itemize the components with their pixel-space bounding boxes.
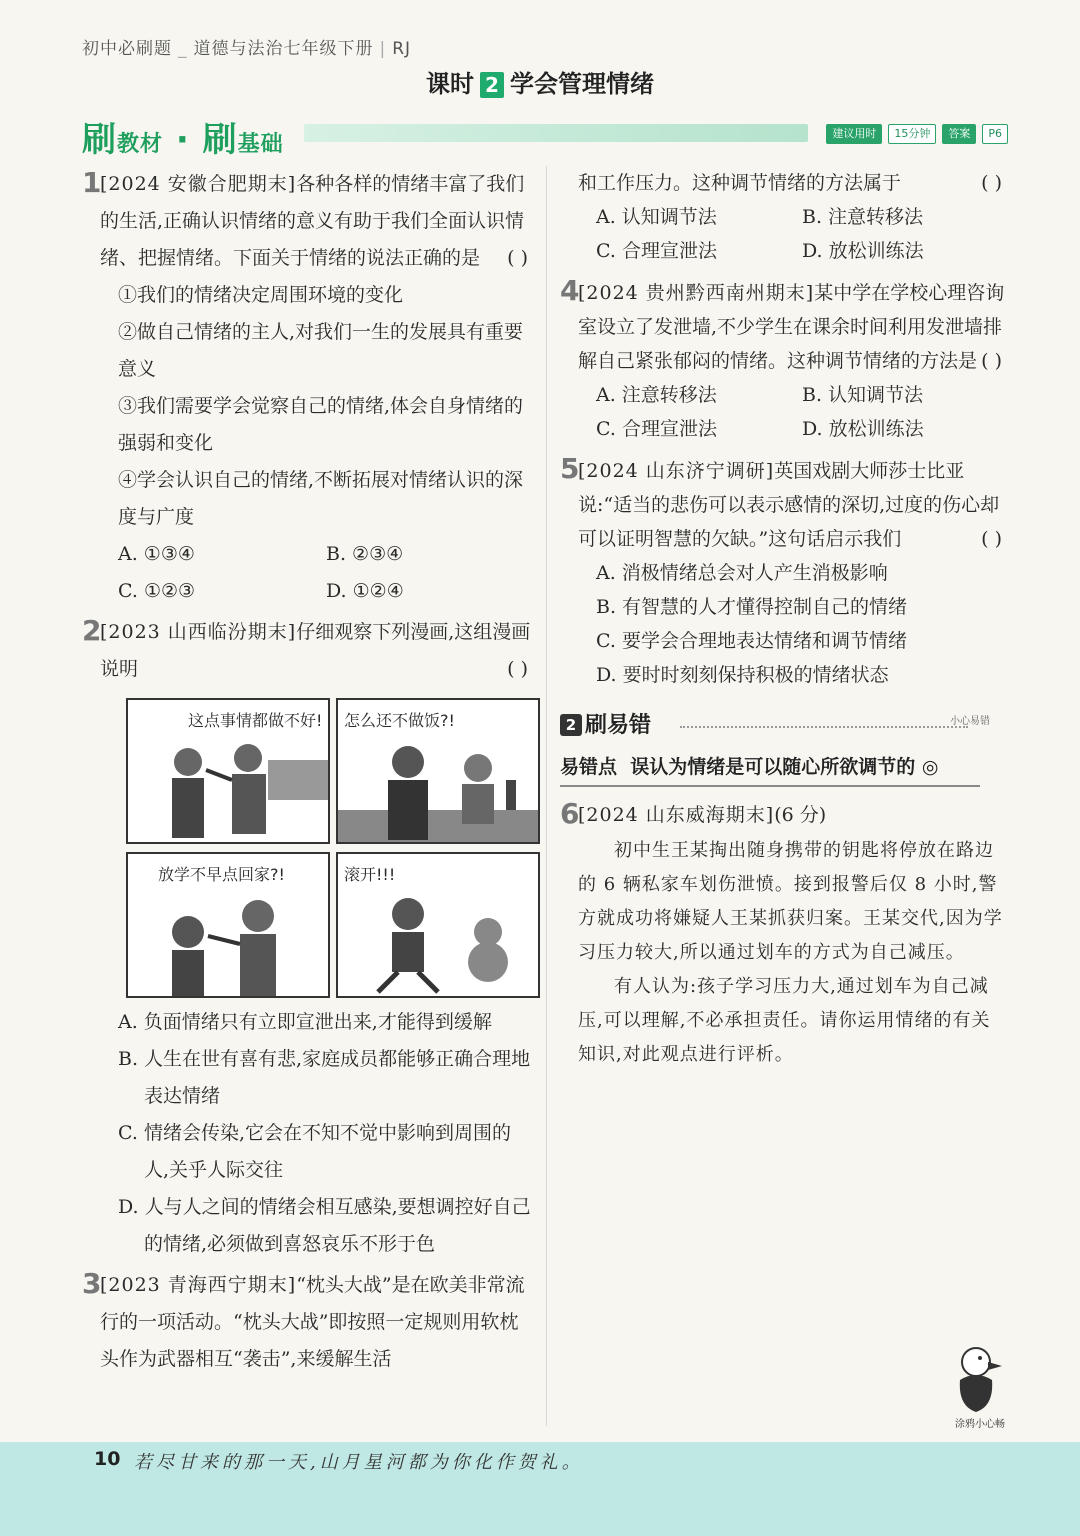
error-point-text: 误认为情绪是可以随心所欲调节的 [630,756,916,778]
answer-blank[interactable]: ( ) [981,172,1002,194]
answer-blank[interactable]: ( ) [981,528,1002,550]
option-b[interactable]: B. 认知调节法 [802,384,924,406]
statement-4: ④学会认识自己的情绪,不断拓展对情绪认识的深度与广度 [118,469,524,528]
lesson-title: 课时 2 学会管理情绪 [426,70,654,98]
book-subject: 道德与法治七年级下册 [193,39,374,59]
book-edition: RJ [392,39,412,59]
option-b[interactable]: B. 人生在世有喜有悲,家庭成员都能够正确合理地表达情绪 [118,1048,531,1107]
question-number: 2 [82,614,102,647]
answer-blank[interactable]: ( ) [981,350,1002,372]
options-row [578,412,1008,446]
question-source: [2023 青海西宁期末] [100,1274,297,1296]
question-stem: 仔细观察下列漫画,这组漫画说明 [100,621,531,680]
option-d[interactable]: D. 放松训练法 [802,418,924,440]
section-number-icon: 2 [560,714,582,736]
error-point [560,752,980,787]
speech-bubble: 放学不早点回家?! [158,856,285,893]
options-row [578,200,1008,234]
question-1 [82,166,534,610]
left-column [82,166,534,1378]
material-paragraph: 初中生王某掏出随身携带的钥匙将停放在路边的 6 辆私家车划伤泄愤。接到报警后仅 8 小时,警方就成功将嫌疑人王某抓获归案。王某交代,因为学习压力较大,所以通过划车的方式为自己减压。 [578,840,1003,963]
question-stem: 和工作压力。这种调节情绪的方法属于 [578,172,902,194]
statement-3: ③我们需要学会觉察自己的情绪,体会自身情绪的强弱和变化 [118,395,524,454]
column-divider [546,166,547,1426]
question-3 [82,1267,534,1378]
page-number: 10 [94,1448,121,1470]
footer-motto: 若尽甘来的那一天,山月星河都为你化作贺礼。 [134,1452,584,1473]
page-footer [0,1442,1080,1536]
question-source: [2024 贵州黔西南州期末] [578,282,815,304]
error-point-label: 易错点 [560,756,618,778]
comic-panel-2 [336,698,540,844]
section-title: 2 刷易错 [560,713,651,738]
question-number: 6 [560,797,580,830]
answer-page-tag: P6 [982,124,1008,144]
section-tip: 小心易错 [950,716,990,727]
book-name: 初中必刷题 [82,39,172,59]
decor-bar [304,124,808,142]
speech-bubble: 怎么还不做饭?! [344,702,455,739]
question-source: [2024 山东济宁调研] [578,460,775,482]
section-header [560,708,1008,748]
option-b[interactable]: B. ②③④ [326,543,404,565]
answer-label-tag: 答案 [942,124,976,144]
comic-panel-3 [126,852,330,998]
section-band [82,112,1008,160]
option-a[interactable]: A. 注意转移法 [596,384,717,406]
question-score: (6 分) [774,804,827,826]
options-row [578,378,1008,412]
mascot-caption: 涂鸦小心畅 [955,1419,1005,1430]
option-b[interactable]: B. 注意转移法 [802,206,924,228]
question-stem: 某中学在学校心理咨询室设立了发泄墙,不少学生在课余时间利用发泄墙排解自己紧张郁闷的情绪。这种调节情绪的方法是 [578,282,1005,372]
speech-bubble: 滚开!!! [344,856,395,893]
option-c[interactable]: C. ①②③ [118,580,196,602]
duck-mascot [940,1340,1010,1430]
question-source: [2024 山东威海期末] [578,804,775,826]
question-number: 1 [82,166,102,199]
lesson-number: 2 [480,72,504,98]
target-icon: ◎ [921,756,939,778]
duck-icon [940,1340,1010,1416]
option-d[interactable]: D. 放松训练法 [802,240,924,262]
question-stem: 英国戏剧大师莎士比亚说:“适当的悲伤可以表示感情的深切,过度的伤心却可以证明智慧的欠缺。”这句话启示我们 [578,460,1000,550]
option-a[interactable]: A. ①③④ [118,543,195,565]
option-c[interactable]: C. 情绪会传染,它会在不知不觉中影响到周围的人,关乎人际交往 [118,1122,511,1181]
dotted-rule [680,726,968,728]
question-stem: “枕头大战”是在欧美非常流行的一项活动。“枕头大战”即按照一定规则用软枕头作为武器相互“袭击”,来缓解生活 [100,1274,525,1370]
option-b[interactable]: B. 有智慧的人才懂得控制自己的情绪 [596,596,908,618]
question-stem: 各种各样的情绪丰富了我们的生活,正确认识情绪的意义有助于我们全面认识情绪、把握情绪。下面关于情绪的说法正确的是 [100,173,525,269]
option-c[interactable]: C. 合理宣泄法 [596,240,717,262]
answer-blank[interactable]: ( ) [507,658,528,680]
question-number: 3 [82,1267,102,1300]
question-source: [2023 山西临汾期末] [100,621,297,643]
question-3-continued [560,166,1008,268]
option-a[interactable]: A. 认知调节法 [596,206,717,228]
question-number: 5 [560,452,580,485]
option-c[interactable]: C. 合理宣泄法 [596,418,717,440]
option-a[interactable]: A. 负面情绪只有立即宣泄出来,才能得到缓解 [118,1011,492,1033]
question-source: [2024 安徽合肥期末] [100,173,297,195]
question-2 [82,614,534,1263]
speech-bubble: 这点事情都做不好! [188,702,322,739]
question-6 [560,797,1008,834]
comic-panel-4 [336,852,540,998]
option-a[interactable]: A. 消极情绪总会对人产生消极影响 [596,562,888,584]
option-d[interactable]: D. 人与人之间的情绪会相互感染,要想调控好自己的情绪,必须做到喜怒哀乐不形于色 [118,1196,531,1255]
error-prone-section [560,708,1008,787]
meta-tags [826,124,1008,144]
book-header: 初中必刷题 _ 道德与法治七年级下册 | RJ [82,39,412,59]
question-5 [560,454,1008,692]
statement-2: ②做自己情绪的主人,对我们一生的发展具有重要意义 [118,321,524,380]
comic-panel-1 [126,698,330,844]
option-c[interactable]: C. 要学会合理地表达情绪和调节情绪 [596,630,907,652]
options-row [578,234,1008,268]
answer-blank[interactable]: ( ) [507,247,528,269]
section-logo: 刷教材 · 刷基础 [82,120,284,160]
right-column [560,166,1008,1072]
options-row [100,573,534,610]
option-d[interactable]: D. ①②④ [326,580,404,602]
comic-strip [126,698,538,996]
time-tag: 15分钟 [888,124,936,144]
time-label-tag: 建议用时 [826,124,882,144]
statement-1: ①我们的情绪决定周围环境的变化 [118,284,404,306]
question-number: 4 [560,274,580,307]
question-prompt: 有人认为:孩子学习压力大,通过划车为自己减压,可以理解,不必承担责任。请你运用情绪的有关知识,对此观点进行评析。 [578,976,991,1065]
question-4 [560,276,1008,446]
options-row [100,536,534,573]
option-d[interactable]: D. 要时时刻刻保持积极的情绪状态 [596,664,889,686]
